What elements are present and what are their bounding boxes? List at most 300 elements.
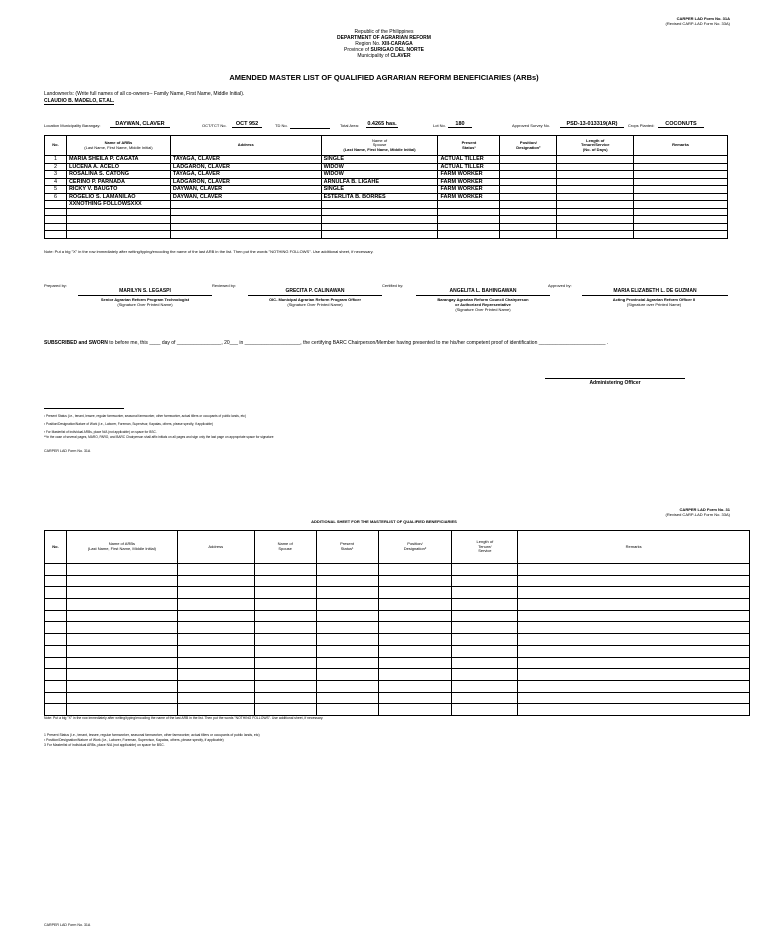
cell-name: ROGELIO S. LAMANILAO — [66, 193, 170, 201]
cell-address: TAYAGA, CLAVER — [170, 156, 321, 164]
cell-tenure — [557, 223, 634, 231]
cell-address: DAYWAN, CLAVER — [170, 193, 321, 201]
table-note: Note: Put a big "X" in the row immediately after writing/typing/encoding the name of the last ARB in the list. Then put the words "NOTHING FOLLOWS". Use additional sheet, if necessary. — [44, 249, 374, 254]
header-position: Position/ Designation² — [500, 136, 557, 156]
sheet2-note: Note: Put a big "X" in the row immediately after writing/typing/encoding the name of the last ARB in the list. Then put the words "NOTHING FOLLOWS". Use additional sheet, if necessary. — [44, 716, 324, 720]
header-spouse: Name of Spouse (Last Name, First Name, Middle Initial) — [321, 136, 438, 156]
sheet2-footnote-2: ² Position/Designation/Nature of Work (i.e., Laborer, Foreman, Supervisor, Kapatas, others, please specify, if applicable) — [44, 738, 224, 742]
cell-no — [45, 216, 67, 224]
sheet2-cell — [66, 692, 177, 704]
approved-by-title: Acting Provincial Agrarian Reform Officer II — [612, 297, 696, 302]
cell-status — [438, 231, 500, 239]
footnote-2: ² Position/Designation/Nature of Work (i.e., Laborer, Foreman, Supervisor, Kapatas, others, please specify, if applicable) — [44, 422, 213, 426]
sheet2-cell — [452, 669, 518, 681]
sheet2-cell — [66, 610, 177, 622]
sheet2-cell — [177, 669, 254, 681]
cell-no: 2 — [45, 163, 67, 171]
sheet2-cell — [316, 645, 378, 657]
sheet2-table-row — [45, 692, 750, 704]
sheet2-cell — [66, 587, 177, 599]
sheet2-cell — [518, 575, 750, 587]
td-value — [290, 121, 330, 129]
cell-spouse — [321, 201, 438, 209]
cell-tenure — [557, 156, 634, 164]
municipality-line: Municipality of CLAVER — [357, 53, 411, 59]
sheet2-cell — [254, 669, 316, 681]
sheet2-header-remarks: Remarks — [518, 531, 750, 564]
cell-remarks — [634, 193, 728, 201]
approved-by-sub: (Signature over Printed Name) — [626, 302, 682, 307]
sheet2-cell — [45, 669, 67, 681]
reviewed-by-name: GRECITA P. CALINAWAN — [285, 288, 345, 294]
sheet2-footnote-3: 3 For Masterlist of individual ARBs, place N/A (not applicable) on space for BSC. — [44, 743, 165, 747]
sheet2-cell — [378, 575, 452, 587]
cell-remarks — [634, 208, 728, 216]
sheet2-header-no: No. — [45, 531, 67, 564]
cell-status — [438, 223, 500, 231]
sheet2-cell — [66, 622, 177, 634]
cell-position — [500, 163, 557, 171]
sheet2-cell — [452, 610, 518, 622]
cell-remarks — [634, 231, 728, 239]
cell-remarks — [634, 216, 728, 224]
sheet2-cell — [518, 610, 750, 622]
sheet2-cell — [378, 587, 452, 599]
cell-position — [500, 223, 557, 231]
sheet2-cell — [66, 599, 177, 611]
sheet2-cell — [254, 599, 316, 611]
cell-remarks — [634, 163, 728, 171]
cell-name: RICKY V. BAUGTO — [66, 186, 170, 194]
cell-spouse — [321, 231, 438, 239]
reviewed-by-sub: (Signature Over Printed Name) — [287, 302, 343, 307]
cell-spouse: ESTERLITA B. BORRES — [321, 193, 438, 201]
sheet2-cell — [316, 599, 378, 611]
sheet2-header-spouse: Name of Spouse — [254, 531, 316, 564]
certified-by-line — [416, 295, 550, 296]
sheet2-cell — [45, 692, 67, 704]
prepared-by-name: MARILYN S. LEGASPI — [119, 288, 171, 294]
sheet2-table-row — [45, 564, 750, 576]
header-address: Address — [170, 136, 321, 156]
header-status: Present Status¹ — [438, 136, 500, 156]
sheet2-cell — [254, 704, 316, 716]
sheet2-cell — [254, 680, 316, 692]
sheet2-table-row — [45, 645, 750, 657]
sheet2-cell — [452, 692, 518, 704]
table-row — [45, 186, 728, 194]
certified-by-label: Certified by: — [382, 283, 404, 288]
crops-label: Crops Planted: — [628, 123, 655, 128]
sheet2-cell — [378, 599, 452, 611]
sheet2-cell — [66, 657, 177, 669]
header-no: No. — [45, 136, 67, 156]
table-row — [45, 178, 728, 186]
reviewed-by-line — [248, 295, 382, 296]
sheet2-cell — [518, 599, 750, 611]
sheet2-cell — [378, 669, 452, 681]
location-value: DAYWAN, CLAVER — [110, 121, 170, 128]
cell-tenure — [557, 163, 634, 171]
header-remarks: Remarks — [634, 136, 728, 156]
cell-address: LADGARON, CLAVER — [170, 163, 321, 171]
cell-position — [500, 201, 557, 209]
sheet2-table-row — [45, 669, 750, 681]
sheet2-table-row — [45, 622, 750, 634]
sheet2-cell — [518, 564, 750, 576]
sheet2-cell — [254, 657, 316, 669]
cell-address: TAYAGA, CLAVER — [170, 171, 321, 179]
sheet2-cell — [378, 645, 452, 657]
administering-officer-line — [545, 378, 685, 379]
sheet2-table-row — [45, 680, 750, 692]
table-header-row — [45, 136, 728, 156]
sheet2-cell — [518, 692, 750, 704]
cell-remarks — [634, 223, 728, 231]
cell-remarks — [634, 171, 728, 179]
cell-status — [438, 216, 500, 224]
sheet2-cell — [316, 657, 378, 669]
cell-name: LUCENA A. ACELO — [66, 163, 170, 171]
cell-tenure — [557, 201, 634, 209]
sheet2-cell — [177, 587, 254, 599]
sheet2-header-tenure: Length of Tenure/ Service — [452, 531, 518, 564]
cell-no: 1 — [45, 156, 67, 164]
republic-label: Republic of the Philippines — [354, 29, 414, 35]
form-number: CARPER LAD Form No. 31A — [676, 16, 730, 21]
footnote-4: **In the case of several pages, MARO, PARO, and BARC Chairperson shall affix initials on all pages and sign only the last page on appropriate space for signature — [44, 435, 274, 439]
cell-address: LADGARON, CLAVER — [170, 178, 321, 186]
sheet2-cell — [378, 704, 452, 716]
cell-position — [500, 178, 557, 186]
form-revised: (Revised CARP-LAD Form No. 33A) — [665, 21, 730, 26]
table-row — [45, 171, 728, 179]
prepared-by-title: Senior Agrarian Reform Program Technologist — [100, 297, 190, 302]
footnote-rule — [44, 408, 124, 409]
sheet2-table-row — [45, 587, 750, 599]
sheet2-cell — [518, 645, 750, 657]
cell-name — [66, 216, 170, 224]
sheet2-table-row — [45, 599, 750, 611]
sheet2-cell — [316, 680, 378, 692]
cell-status — [438, 201, 500, 209]
sheet2-cell — [177, 680, 254, 692]
sheet2-header-name: Name of ARBs (Last Name, First Name, Middle Initial) — [66, 531, 177, 564]
sheet2-cell — [254, 634, 316, 646]
sheet2-table-row — [45, 634, 750, 646]
cell-position — [500, 171, 557, 179]
cell-status: FARM WORKER — [438, 193, 500, 201]
sheet2-cell — [66, 680, 177, 692]
sheet2-cell — [378, 564, 452, 576]
sheet2-cell — [177, 599, 254, 611]
sheet2-cell — [452, 575, 518, 587]
sheet2-cell — [66, 704, 177, 716]
region-line: Region No. XIII-CARAGA — [355, 41, 413, 47]
table-row — [45, 231, 728, 239]
landowner-name: CLAUDIO B. MADELO, ET.AL. — [44, 98, 115, 104]
table-row — [45, 156, 728, 164]
approved-by-name: MARIA ELIZABETH L. DE GUZMAN — [613, 288, 697, 294]
sheet2-cell — [452, 599, 518, 611]
sheet2-header-address: Address — [177, 531, 254, 564]
sheet2-table-row — [45, 657, 750, 669]
sheet2-cell — [177, 692, 254, 704]
footnote-1: ¹ Present Status (i.e., tenant, lessee, regular farmworker, seasonal farmworker, other farmworker, actual tillers or occupants of public lands, etc) — [44, 414, 246, 418]
property-info-line — [44, 121, 728, 129]
cell-name — [66, 223, 170, 231]
cell-spouse: WIDOW — [321, 163, 438, 171]
sheet2-table-row — [45, 610, 750, 622]
cell-address — [170, 231, 321, 239]
sheet2-cell — [177, 657, 254, 669]
sheet2-cell — [66, 634, 177, 646]
lot-value: 180 — [448, 121, 472, 128]
sheet2-cell — [66, 645, 177, 657]
page2-form-label: CARPER LAD Form No. 31A — [44, 923, 91, 927]
cell-status: FARM WORKER — [438, 171, 500, 179]
cell-name — [66, 231, 170, 239]
sheet2-cell — [316, 704, 378, 716]
cell-address — [170, 216, 321, 224]
table-row — [45, 193, 728, 201]
sheet2-footnote-1: 1 Present Status (i.e., tenant, lessee, regular farmworker, seasonal farmworker, other farmworker, actual tillers or occupants of public lands, etc) — [44, 733, 260, 737]
cell-position — [500, 186, 557, 194]
sheet2-cell — [316, 634, 378, 646]
landowner-label: Landowner/s: (Write full names of all co-owners-- Family Name, First Name, Middle Initial). — [44, 91, 245, 97]
cell-position — [500, 208, 557, 216]
department-label: DEPARTMENT OF AGRARIAN REFORM — [337, 35, 431, 41]
certified-by-sub: (Signature Over Printed Name) — [455, 307, 511, 312]
sheet2-header-status: Present Status¹ — [316, 531, 378, 564]
sheet2-cell — [45, 599, 67, 611]
cell-tenure — [557, 208, 634, 216]
sheet2-cell — [254, 645, 316, 657]
sheet2-cell — [45, 622, 67, 634]
cell-tenure — [557, 186, 634, 194]
cell-no — [45, 208, 67, 216]
sheet2-cell — [177, 622, 254, 634]
cell-spouse: ARNULFA B. LIGAHE — [321, 178, 438, 186]
cell-spouse: SINGLE — [321, 156, 438, 164]
sheet2-cell — [452, 704, 518, 716]
sheet2-cell — [316, 669, 378, 681]
survey-value: PSD-13-013319(AR) — [560, 121, 624, 128]
sheet2-cell — [66, 564, 177, 576]
sheet2-cell — [518, 587, 750, 599]
sheet2-form-number: CARPER LAD Form No. 31 — [679, 507, 730, 512]
cell-name: XXNOTHING FOLLOWSXXX — [66, 201, 170, 209]
reviewed-by-label: Reviewed by: — [212, 283, 237, 288]
cell-tenure — [557, 178, 634, 186]
cell-name: MARIA SHEILA P. CAGATA — [66, 156, 170, 164]
sheet2-cell — [316, 610, 378, 622]
cell-remarks — [634, 156, 728, 164]
cell-status: FARM WORKER — [438, 178, 500, 186]
cell-no — [45, 201, 67, 209]
table-row — [45, 208, 728, 216]
sheet2-cell — [378, 680, 452, 692]
survey-label: Approved Survey No. — [512, 123, 551, 128]
sheet2-cell — [177, 610, 254, 622]
province-line: Province of SURIGAO DEL NORTE — [344, 47, 424, 53]
cell-name — [66, 208, 170, 216]
sheet2-cell — [254, 587, 316, 599]
cell-no: 6 — [45, 193, 67, 201]
cell-tenure — [557, 216, 634, 224]
cell-address: DAYWAN, CLAVER — [170, 186, 321, 194]
prepared-by-label: Prepared by: — [44, 283, 67, 288]
sheet2-cell — [378, 692, 452, 704]
table-row — [45, 201, 728, 209]
cell-position — [500, 193, 557, 201]
page1-form-label: CARPER LAD Form No. 31A — [44, 449, 91, 453]
cell-position — [500, 231, 557, 239]
cell-remarks — [634, 178, 728, 186]
cell-remarks — [634, 186, 728, 194]
cell-spouse — [321, 208, 438, 216]
sheet2-header-position: Position/ Designation² — [378, 531, 452, 564]
certified-by-title-2: or Authorized Representative — [455, 302, 511, 307]
prepared-by-line — [78, 295, 212, 296]
cell-address — [170, 223, 321, 231]
table-row — [45, 216, 728, 224]
cell-address — [170, 208, 321, 216]
sheet2-cell — [316, 692, 378, 704]
sheet2-cell — [452, 680, 518, 692]
td-label: TD No. — [275, 123, 288, 128]
sheet2-cell — [518, 622, 750, 634]
sheet2-table-row — [45, 704, 750, 716]
sheet2-cell — [452, 634, 518, 646]
sheet2-header-row — [45, 531, 750, 564]
sheet2-table-row — [45, 575, 750, 587]
cell-no: 3 — [45, 171, 67, 179]
sheet2-cell — [66, 669, 177, 681]
cell-status: ACTUAL TILLER — [438, 163, 500, 171]
sheet2-cell — [254, 622, 316, 634]
sheet2-cell — [45, 645, 67, 657]
sheet2-cell — [45, 657, 67, 669]
cell-remarks — [634, 201, 728, 209]
sheet2-cell — [452, 622, 518, 634]
sheet2-cell — [378, 657, 452, 669]
cell-address — [170, 201, 321, 209]
cell-position — [500, 216, 557, 224]
sheet2-cell — [378, 610, 452, 622]
reviewed-by-title: OIC- Municipal Agrarian Reform Program Officer — [268, 297, 362, 302]
crops-value: COCONUTS — [658, 121, 704, 128]
sheet2-title: ADDITIONAL SHEET FOR THE MASTERLIST OF QUALIFIED BENEFICIARIES — [311, 519, 457, 524]
sheet2-cell — [452, 657, 518, 669]
table-row — [45, 223, 728, 231]
sheet2-cell — [45, 704, 67, 716]
sheet2-cell — [452, 564, 518, 576]
arb-masterlist-table — [44, 135, 728, 239]
cell-tenure — [557, 193, 634, 201]
lot-label: Lot No. — [433, 123, 446, 128]
oct-value: OCT 952 — [232, 121, 262, 128]
sheet2-cell — [452, 587, 518, 599]
sheet2-cell — [518, 634, 750, 646]
cell-spouse — [321, 223, 438, 231]
sheet2-cell — [45, 575, 67, 587]
cell-no: 4 — [45, 178, 67, 186]
certified-by-title: Barangay Agrarian Reform Council Chairperson — [437, 297, 529, 302]
sheet2-cell — [518, 657, 750, 669]
certified-by-name: ANGELITA L. BAHINGAWAN — [449, 288, 517, 294]
sheet2-cell — [45, 610, 67, 622]
sworn-statement: SUBSCRIBED and SWORN to before me, this ____ day of ________________, 20___ in ____________________, the certifying BARC Chairperson/Member having presented to me his/her competent proof of identification ________________________ . — [44, 340, 609, 346]
sheet2-cell — [518, 669, 750, 681]
footnote-3: ³ For Masterlist of individual ARBs, place N/A (not applicable) on space for BSC. — [44, 430, 157, 434]
sheet2-cell — [518, 680, 750, 692]
sheet2-cell — [45, 680, 67, 692]
sheet2-cell — [316, 587, 378, 599]
cell-tenure — [557, 171, 634, 179]
cell-status: FARM WORKER — [438, 186, 500, 194]
sheet2-cell — [45, 564, 67, 576]
cell-no — [45, 223, 67, 231]
administering-officer-label: Administering Officer — [589, 380, 641, 386]
area-label: Total Area: — [340, 123, 359, 128]
cell-no: 5 — [45, 186, 67, 194]
sheet2-cell — [378, 622, 452, 634]
cell-spouse: SINGLE — [321, 186, 438, 194]
location-label: Location Municipality Barangay: — [44, 123, 101, 128]
sheet2-cell — [254, 564, 316, 576]
additional-sheet-table — [44, 530, 750, 716]
sheet2-cell — [254, 692, 316, 704]
sheet2-cell — [316, 622, 378, 634]
area-value: 0.4265 has. — [367, 121, 397, 127]
approved-by-line — [582, 295, 728, 296]
header-name: Name of ARBs (Last Name, First Name, Middle Initial) — [66, 136, 170, 156]
sheet2-cell — [177, 704, 254, 716]
sheet2-cell — [518, 704, 750, 716]
sheet2-cell — [66, 575, 177, 587]
approved-by-label: Approved by: — [548, 283, 572, 288]
cell-spouse: WIDOW — [321, 171, 438, 179]
sheet2-cell — [452, 645, 518, 657]
prepared-by-sub: (Signature Over Printed Name) — [117, 302, 173, 307]
sheet2-cell — [254, 575, 316, 587]
table-row — [45, 163, 728, 171]
cell-status — [438, 208, 500, 216]
cell-tenure — [557, 231, 634, 239]
sheet2-cell — [45, 634, 67, 646]
sheet2-cell — [316, 575, 378, 587]
cell-no — [45, 231, 67, 239]
sheet2-cell — [177, 645, 254, 657]
sheet2-cell — [177, 634, 254, 646]
header-tenure: Length of Tenure/Service (No. of Days) — [557, 136, 634, 156]
cell-name: CERINO P. PARNADA — [66, 178, 170, 186]
sheet2-cell — [177, 575, 254, 587]
cell-name: ROSALINA S. CATONG — [66, 171, 170, 179]
cell-spouse — [321, 216, 438, 224]
sheet2-cell — [254, 610, 316, 622]
sheet2-cell — [45, 587, 67, 599]
cell-position — [500, 156, 557, 164]
cell-status: ACTUAL TILLER — [438, 156, 500, 164]
sheet2-form-revised: (Revised CARP-LAD Form No. 33A) — [665, 512, 730, 517]
document-title: AMENDED MASTER LIST OF QUALIFIED AGRARIAN REFORM BENEFICIARIES (ARBs) — [229, 73, 539, 82]
sheet2-cell — [378, 634, 452, 646]
sheet2-cell — [316, 564, 378, 576]
oct-label: OCT/TCT No. — [202, 123, 227, 128]
sheet2-cell — [177, 564, 254, 576]
